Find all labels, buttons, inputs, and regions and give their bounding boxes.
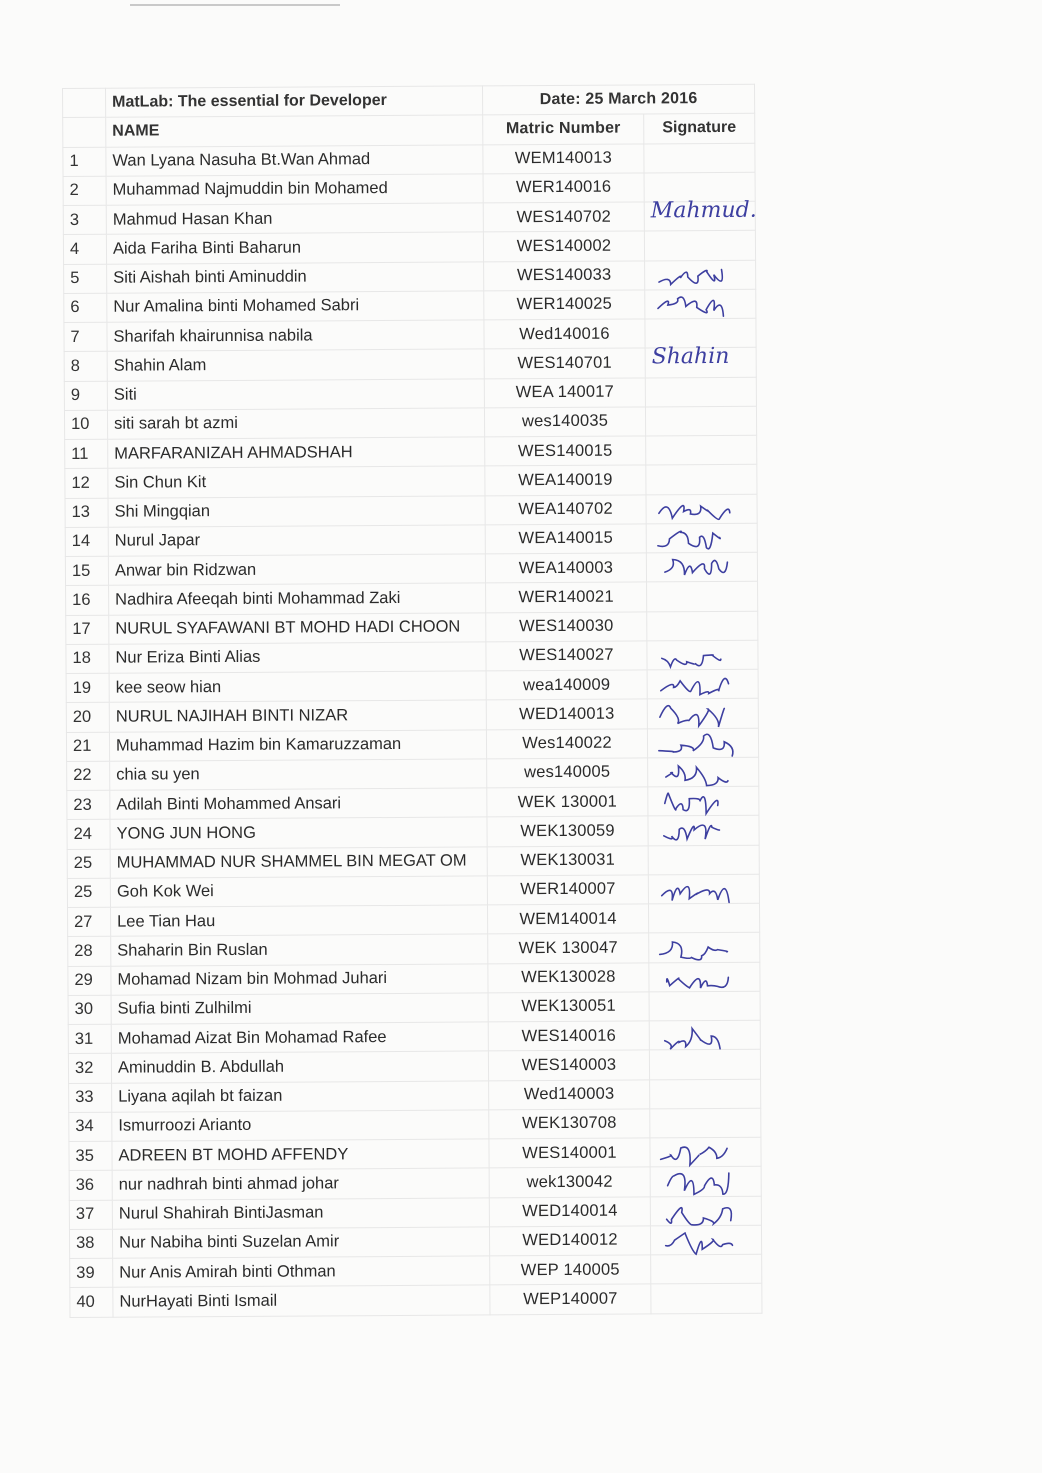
student-name: Shaharin Bin Ruslan: [111, 934, 488, 966]
table-row: [69, 1166, 761, 1199]
student-name: Adilah Binti Mohammed Ansari: [110, 788, 487, 820]
signature-stroke: [666, 765, 728, 785]
matric-number: WEK130708: [489, 1109, 650, 1139]
signature-cell: [648, 757, 759, 787]
attendance-sheet: [62, 84, 762, 1318]
table-row: [67, 757, 759, 790]
signature-cell: [648, 874, 759, 904]
course-title: MatLab: The essential for Developer: [106, 86, 483, 118]
signature-stroke: [667, 1207, 732, 1225]
matric-number: WEM140014: [487, 904, 648, 934]
matric-number: WES140003: [488, 1050, 649, 1080]
table-row: [69, 1079, 761, 1112]
no-column-header: [63, 117, 106, 147]
matric-number: WES140027: [486, 641, 647, 671]
signature-cell: [649, 1020, 760, 1050]
matric-number: wea140009: [486, 670, 647, 700]
table-row: [69, 1196, 761, 1229]
student-name: Nur Amalina binti Mohamed Sabri: [107, 291, 484, 323]
table-title-row: [63, 84, 755, 117]
signature-cell: [648, 816, 759, 846]
table-row: [66, 669, 758, 702]
signature-scribble: [648, 670, 738, 701]
row-number: 19: [66, 673, 109, 703]
matric-column-header: Matric Number: [483, 114, 644, 144]
row-number: 14: [65, 527, 108, 557]
signature-stroke: [661, 678, 729, 694]
table-row: [66, 611, 758, 644]
student-name: Nur Nabiha binti Suzelan Amir: [112, 1227, 489, 1259]
student-name: Sufia binti Zulhilmi: [111, 993, 488, 1025]
signature-stroke: [662, 886, 729, 902]
signature-stroke: [658, 297, 724, 317]
student-name: NurHayati Binti Ismail: [113, 1285, 490, 1317]
matric-number: Wes140022: [486, 728, 647, 758]
signature-stroke: [659, 269, 722, 284]
signature-cell: [648, 903, 759, 933]
signature-cell: [646, 435, 757, 465]
signature-stroke: [658, 531, 721, 549]
signature-cell: [648, 786, 759, 816]
table-row: [64, 260, 756, 293]
row-number: 5: [64, 264, 107, 294]
signature-stroke: [659, 505, 730, 519]
matric-number: WED140014: [489, 1196, 650, 1226]
row-number: 20: [66, 702, 109, 732]
matric-number: WER140021: [486, 582, 647, 612]
table-row: [63, 201, 755, 234]
student-name: NURUL SYAFAWANI BT MOHD HADI CHOON: [109, 612, 486, 644]
student-name: Shi Mingqian: [108, 495, 485, 527]
matric-number: WES140702: [483, 202, 644, 232]
student-name: Sharifah khairunnisa nabila: [107, 320, 484, 352]
student-name: Siti: [107, 378, 484, 410]
row-number: 3: [63, 205, 106, 235]
matric-number: WEP 140005: [490, 1255, 651, 1285]
matric-number: WES140015: [485, 436, 646, 466]
matric-number: WEK130031: [487, 845, 648, 875]
row-number: 29: [68, 966, 111, 996]
student-name: Wan Lyana Nasuha Bt.Wan Ahmad: [106, 144, 483, 176]
signature-cell: [650, 1137, 761, 1167]
signature-scribble: [648, 728, 738, 759]
student-name: ADREEN BT MOHD AFFENDY: [112, 1139, 489, 1171]
matric-number: wes140035: [484, 407, 645, 437]
student-name: Anwar bin Ridzwan: [108, 554, 485, 586]
table-row: [67, 816, 759, 849]
signature-scribble: [648, 699, 738, 730]
signature-cell: [646, 494, 757, 524]
signature-cell: [644, 143, 755, 173]
signature-cell: [651, 1254, 762, 1284]
signature-cell: [647, 582, 758, 612]
matric-number: WEA140003: [485, 553, 646, 583]
student-name: Aminuddin B. Abdullah: [111, 1051, 488, 1083]
signature-column-header: Signature: [644, 114, 755, 144]
matric-number: Wed140003: [489, 1079, 650, 1109]
signature-scribble: [651, 1167, 741, 1198]
row-number: 35: [69, 1141, 112, 1171]
table-row: [67, 874, 759, 907]
student-name: nur nadhrah binti ahmad johar: [112, 1168, 489, 1200]
matric-number: WER140016: [483, 173, 644, 203]
student-name: YONG JUN HONG: [110, 817, 487, 849]
student-name: MUHAMMAD NUR SHAMMEL BIN MEGAT OM: [110, 846, 487, 878]
table-row: [64, 289, 756, 322]
row-number: 1: [63, 147, 106, 177]
signature-cell: [647, 669, 758, 699]
matric-number: Wed140016: [484, 319, 645, 349]
table-row: [65, 494, 757, 527]
row-number: 38: [69, 1229, 112, 1259]
matric-number: WED140013: [486, 699, 647, 729]
row-number: 34: [69, 1112, 112, 1142]
signature-cell: [647, 699, 758, 729]
row-number: 37: [69, 1200, 112, 1230]
student-name: Lee Tian Hau: [111, 905, 488, 937]
row-number: 31: [68, 1024, 111, 1054]
student-name: Sin Chun Kit: [108, 466, 485, 498]
signature-scribble: [651, 1196, 741, 1227]
table-row: [66, 728, 758, 761]
signature-cell: [649, 962, 760, 992]
signature-stroke: [659, 734, 733, 756]
signature-scribble: [648, 787, 738, 818]
table-row: [68, 1050, 760, 1083]
signature-cell: [646, 552, 757, 582]
row-number: 23: [67, 790, 110, 820]
row-number: 11: [65, 439, 108, 469]
student-name: kee seow hian: [109, 671, 486, 703]
table-row: [68, 962, 760, 995]
table-row: [70, 1283, 762, 1316]
signature-cell: [646, 523, 757, 553]
handwritten-signature: Shahin: [651, 344, 730, 370]
signature-scribble: [647, 553, 737, 584]
table-row: [69, 1108, 761, 1141]
name-column-header: NAME: [106, 115, 483, 147]
signature-cell: [647, 728, 758, 758]
table-row: [68, 991, 760, 1024]
matric-number: WES140016: [488, 1021, 649, 1051]
signature-cell: [650, 1166, 761, 1196]
table-row: [68, 933, 760, 966]
column-header-row: [63, 114, 755, 147]
signature-scribble: [645, 260, 735, 291]
table-row: [65, 435, 757, 468]
table-row: [67, 845, 759, 878]
matric-number: WES140701: [484, 348, 645, 378]
row-number: 24: [67, 819, 110, 849]
row-number: 30: [68, 995, 111, 1025]
signature-stroke: [667, 977, 729, 988]
table-row: [67, 786, 759, 819]
signature-scribble: [646, 494, 736, 525]
signature-scribble: [648, 816, 738, 847]
row-number: 36: [69, 1170, 112, 1200]
scan-edge-mark: [130, 4, 340, 6]
signature-scribble: [645, 290, 735, 321]
row-number: 33: [69, 1083, 112, 1113]
matric-number: WEM140013: [483, 143, 644, 173]
student-name: Nur Eriza Binti Alias: [109, 642, 486, 674]
table-row: [68, 1020, 760, 1053]
signature-stroke: [668, 1173, 729, 1194]
matric-number: WEK130051: [488, 992, 649, 1022]
signature-cell: [646, 465, 757, 495]
table-row: [66, 640, 758, 673]
row-number: 18: [66, 644, 109, 674]
signature-cell: [647, 640, 758, 670]
table-row: [68, 903, 760, 936]
table-row: [65, 552, 757, 585]
row-number: 28: [68, 936, 111, 966]
matric-number: WEA 140017: [484, 377, 645, 407]
signature-scribble: [651, 1226, 741, 1257]
student-name: Nadhira Afeeqah binti Mohammad Zaki: [109, 583, 486, 615]
signature-cell: [647, 611, 758, 641]
student-name: Mohamad Nizam bin Mohmad Juhari: [111, 963, 488, 995]
matric-number: WER140025: [484, 290, 645, 320]
table-row: [70, 1254, 762, 1287]
table-row: [66, 582, 758, 615]
row-number: 2: [63, 176, 106, 206]
signature-cell: [644, 231, 755, 261]
row-number: 32: [68, 1053, 111, 1083]
row-number: 6: [64, 293, 107, 323]
student-name: Mahmud Hasan Khan: [106, 203, 483, 235]
signature-cell: [645, 406, 756, 436]
row-number: 12: [65, 468, 108, 498]
row-number: 9: [64, 381, 107, 411]
student-name: NURUL NAJIHAH BINTI NIZAR: [109, 700, 486, 732]
row-number: 15: [65, 556, 108, 586]
matric-number: WES140030: [486, 611, 647, 641]
row-number: 27: [68, 907, 111, 937]
row-number: 22: [67, 761, 110, 791]
row-number: 8: [64, 351, 107, 381]
attendance-table: [62, 84, 762, 1318]
signature-cell: [645, 289, 756, 319]
signature-stroke: [665, 793, 718, 814]
signature-cell: [650, 1196, 761, 1226]
matric-number: WED140012: [489, 1226, 650, 1256]
student-name: Ismurroozi Arianto: [112, 1110, 489, 1142]
table-row: [63, 231, 755, 264]
table-row: [69, 1225, 761, 1258]
matric-number: WEK130028: [488, 962, 649, 992]
row-number: 25: [67, 878, 110, 908]
signature-cell: [644, 197, 757, 231]
matric-number: WEK130059: [487, 816, 648, 846]
table-row: [64, 377, 756, 410]
row-number: 7: [64, 322, 107, 352]
matric-number: wes140005: [487, 758, 648, 788]
student-name: Shahin Alam: [107, 349, 484, 381]
table-row: [63, 143, 755, 176]
signature-cell: [649, 1050, 760, 1080]
signature-cell: [645, 344, 756, 378]
signature-stroke: [666, 1232, 733, 1254]
signature-scribble: [650, 1138, 740, 1169]
matric-number: WEK 130001: [487, 787, 648, 817]
title-spacer: [63, 88, 106, 118]
matric-number: WEK 130047: [488, 933, 649, 963]
student-name: Aida Fariha Binti Baharun: [106, 232, 483, 264]
student-name: Siti Aishah binti Aminuddin: [107, 261, 484, 293]
student-name: Goh Kok Wei: [110, 876, 487, 908]
table-row: [69, 1137, 761, 1170]
matric-number: WES140033: [484, 260, 645, 290]
matric-number: WER140007: [487, 875, 648, 905]
signature-scribble: [649, 962, 739, 993]
row-number: 10: [64, 410, 107, 440]
matric-number: wek130042: [489, 1167, 650, 1197]
signature-scribble: [649, 933, 739, 964]
signature-cell: [650, 1079, 761, 1109]
signature-cell: [648, 845, 759, 875]
handwritten-signature: Mahmud.: [650, 197, 757, 224]
student-name: Mohamad Aizat Bin Mohamad Rafee: [111, 1022, 488, 1054]
row-number: 40: [70, 1287, 113, 1317]
table-row: [65, 465, 757, 498]
row-number: 21: [66, 732, 109, 762]
signature-scribble: [647, 524, 737, 555]
row-number: 25: [67, 849, 110, 879]
signature-cell: [645, 260, 756, 290]
signature-scribble: [648, 758, 738, 789]
student-name: Nur Anis Amirah binti Othman: [113, 1256, 490, 1288]
signature-stroke: [661, 1147, 728, 1165]
student-name: MARFARANIZAH AHMADSHAH: [108, 437, 485, 469]
signature-scribble: [650, 1021, 740, 1052]
signature-stroke: [660, 706, 725, 728]
matric-number: WES140001: [489, 1138, 650, 1168]
student-name: Nurul Shahirah BintiJasman: [112, 1197, 489, 1229]
table-row: [66, 699, 758, 732]
table-row: [65, 523, 757, 556]
matric-number: WEP140007: [490, 1284, 651, 1314]
student-name: Liyana aqilah bt faizan: [112, 1080, 489, 1112]
signature-stroke: [665, 559, 728, 575]
signature-stroke: [662, 655, 721, 667]
signature-cell: [651, 1283, 762, 1313]
table-row: [64, 348, 756, 381]
row-number: 4: [63, 234, 106, 264]
row-number: 39: [70, 1258, 113, 1288]
signature-scribble: [647, 641, 737, 672]
signature-cell: [649, 991, 760, 1021]
signature-stroke: [665, 1028, 720, 1049]
signature-cell: [650, 1225, 761, 1255]
matric-number: WEA140019: [485, 465, 646, 495]
signature-stroke: [660, 942, 728, 960]
student-name: chia su yen: [110, 759, 487, 791]
signature-cell: [649, 933, 760, 963]
signature-stroke: [664, 825, 720, 840]
student-name: Muhammad Hazim bin Kamaruzzaman: [109, 729, 486, 761]
row-number: 16: [66, 585, 109, 615]
row-number: 13: [65, 498, 108, 528]
row-number: 17: [66, 615, 109, 645]
signature-scribble: [649, 875, 739, 906]
student-name: Muhammad Najmuddin bin Mohamed: [106, 174, 483, 206]
student-name: Nurul Japar: [108, 525, 485, 557]
table-row: [64, 406, 756, 439]
matric-number: WEA140702: [485, 494, 646, 524]
signature-cell: [645, 377, 756, 407]
session-date: Date: 25 March 2016: [482, 84, 754, 115]
signature-cell: [650, 1108, 761, 1138]
student-name: siti sarah bt azmi: [107, 408, 484, 440]
matric-number: WEA140015: [485, 524, 646, 554]
matric-number: WES140002: [483, 231, 644, 261]
